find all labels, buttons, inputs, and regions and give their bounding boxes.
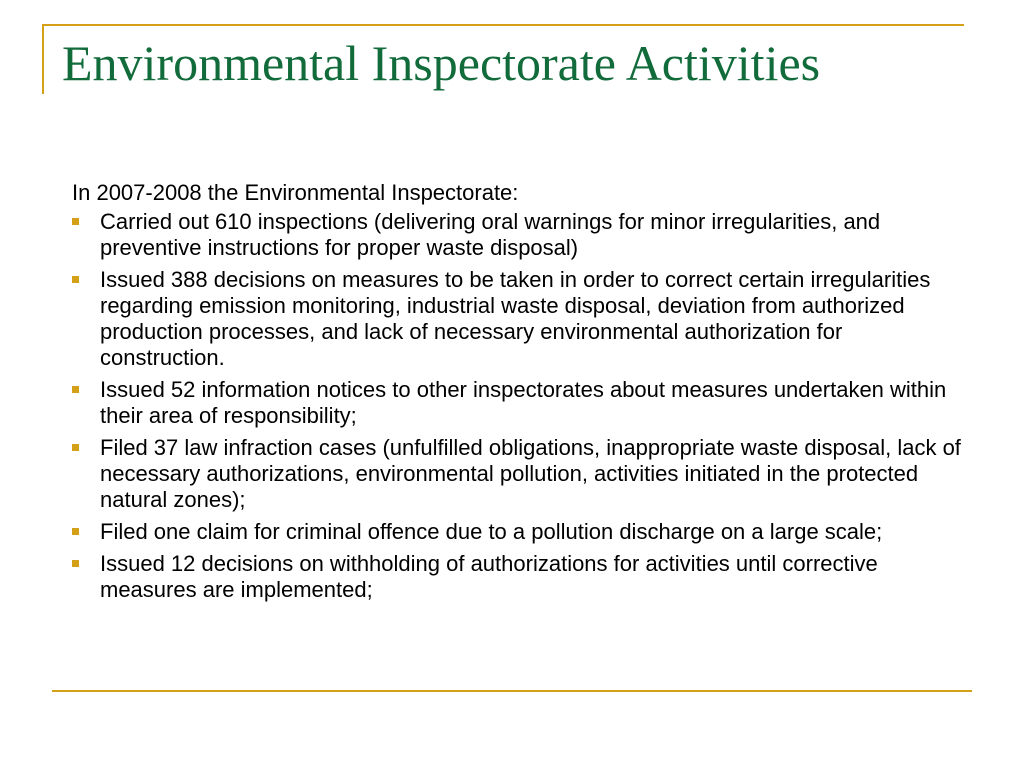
slide-title: Environmental Inspectorate Activities bbox=[62, 35, 821, 91]
bottom-divider-line bbox=[52, 690, 972, 692]
bullet-text: Filed one claim for criminal offence due to a pollution discharge on a large scale; bbox=[100, 519, 883, 544]
bullet-item bbox=[72, 377, 972, 429]
square-bullet-icon bbox=[72, 218, 79, 225]
left-accent-line bbox=[42, 24, 44, 94]
bullet-text: Issued 388 decisions on measures to be taken in order to correct certain irregularities regarding emission monitoring, industrial waste disposal, deviation from authorized production processes, and lack of necessary environmental authorization for construction. bbox=[100, 267, 931, 370]
bullet-text: Filed 37 law infraction cases (unfulfilled obligations, inappropriate waste disposal, lack of necessary authorizations, environmental pollution, activities initiated in the protected natural zones); bbox=[100, 435, 961, 512]
bullet-item bbox=[72, 435, 972, 513]
bullet-item bbox=[72, 551, 972, 603]
bullet-text: Carried out 610 inspections (delivering oral warnings for minor irregularities, and preventive instructions for proper waste disposal) bbox=[100, 209, 881, 260]
intro-text: In 2007-2008 the Environmental Inspectorate: bbox=[72, 180, 519, 205]
bullet-text: Issued 52 information notices to other inspectorates about measures undertaken within their area of responsibility; bbox=[100, 377, 947, 428]
square-bullet-icon bbox=[72, 444, 79, 451]
top-divider-line bbox=[42, 24, 964, 26]
bullet-list bbox=[72, 209, 972, 603]
square-bullet-icon bbox=[72, 560, 79, 567]
bullet-item bbox=[72, 267, 972, 371]
square-bullet-icon bbox=[72, 528, 79, 535]
square-bullet-icon bbox=[72, 276, 79, 283]
bullet-item bbox=[72, 519, 972, 545]
bullet-text: Issued 12 decisions on withholding of authorizations for activities until corrective measures are implemented; bbox=[100, 551, 878, 602]
slide-body bbox=[72, 180, 972, 609]
square-bullet-icon bbox=[72, 386, 79, 393]
bullet-item bbox=[72, 209, 972, 261]
